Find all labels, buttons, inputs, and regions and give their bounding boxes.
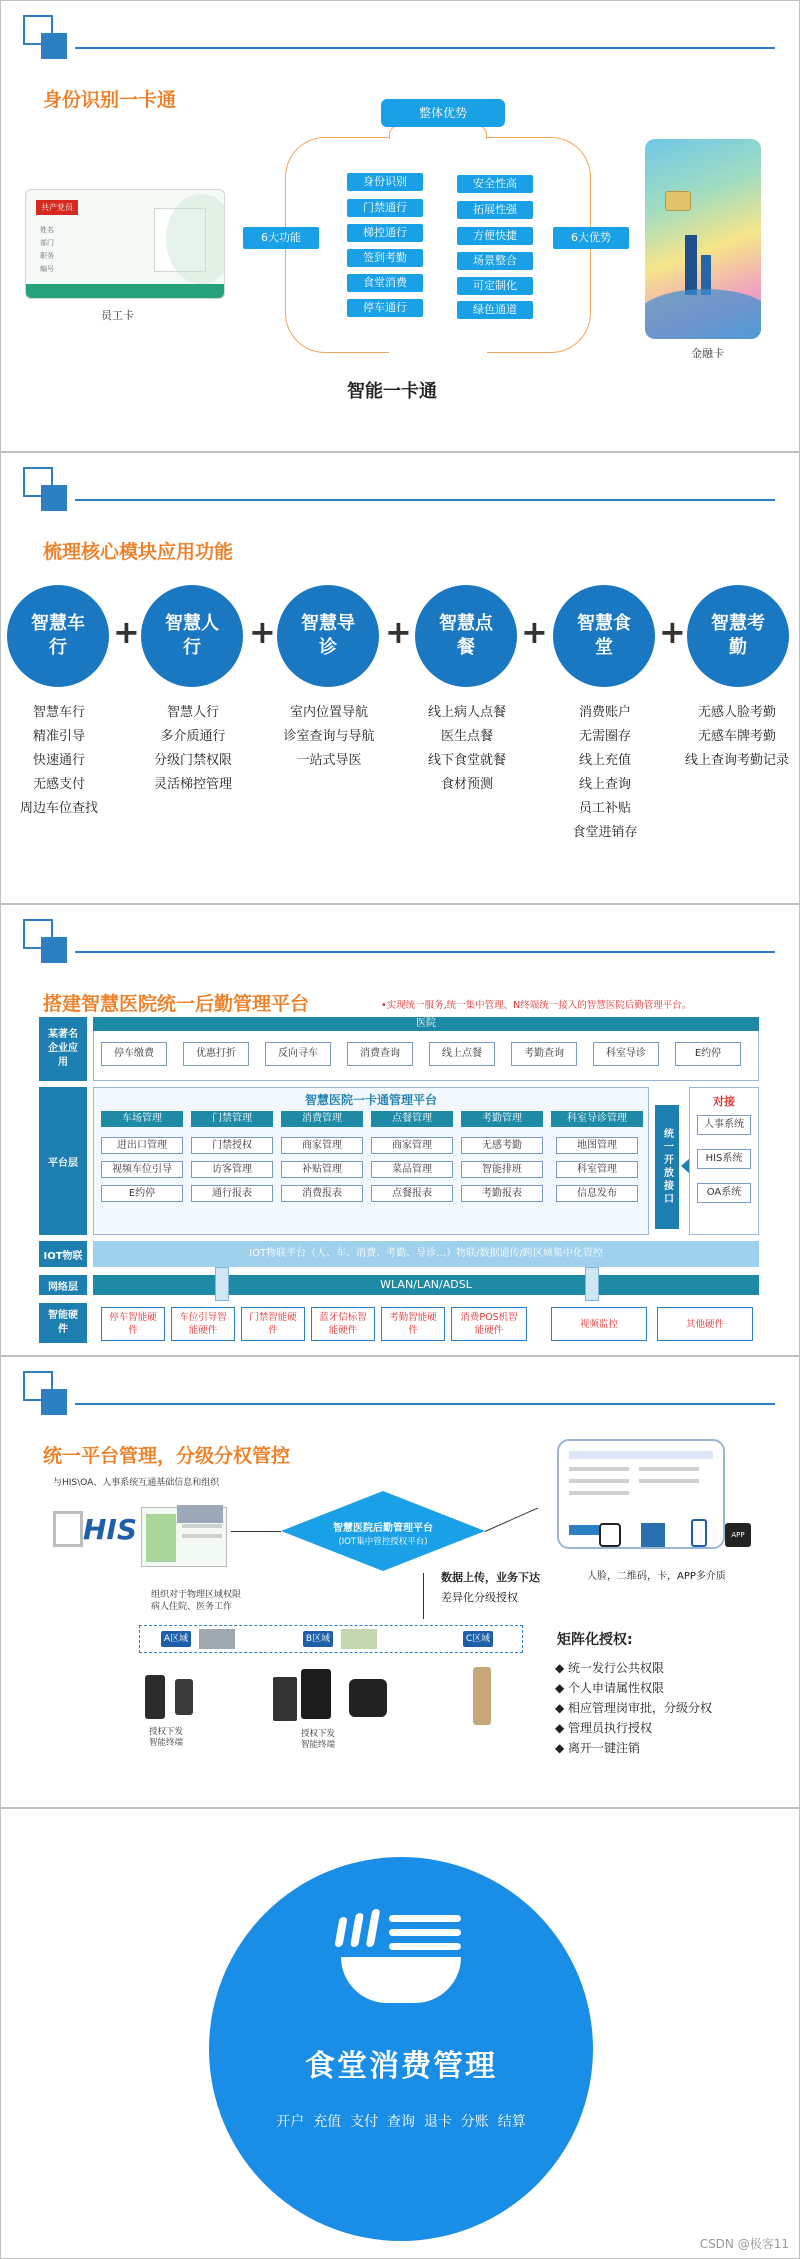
column-head: 车场管理: [101, 1111, 183, 1127]
his-text: HIS: [83, 1513, 138, 1546]
module-features-car: 智慧车行 精准引导 快速通行 无感支付 周边车位查找: [19, 705, 98, 816]
module-features-attendance: 无感人脸考勤 无感车牌考勤 线上查询考勤记录: [684, 705, 789, 768]
column-item: 商家管理: [371, 1137, 453, 1154]
app-item: 反向寻车: [265, 1042, 331, 1066]
platform-header: 智慧医院一卡通管理平台: [304, 1093, 437, 1107]
party-badge: 共产党员: [36, 200, 78, 215]
wave-decoration: [645, 289, 761, 339]
function-item: 签到考勤: [347, 249, 423, 267]
column-item: 消费报表: [281, 1185, 363, 1202]
module-circle-person: 智慧人行: [141, 585, 243, 687]
city-skyline-icon: [685, 235, 697, 295]
column-item: 访客管理: [191, 1161, 273, 1178]
header-line: [75, 1403, 775, 1405]
column-item: 无感考勤: [461, 1137, 543, 1154]
column-head: 考勤管理: [461, 1111, 543, 1127]
column-item: 商家管理: [281, 1137, 363, 1154]
hardware-item: 停车智能硬件: [101, 1307, 165, 1341]
column-item: 视频车位引导: [101, 1161, 183, 1178]
function-item: 门禁通行: [347, 199, 423, 217]
platform-sub: (IOT集中管控授权平台): [338, 1537, 428, 1547]
six-functions-pill: 6大功能: [243, 227, 319, 249]
hospital-header: 医院: [93, 1017, 759, 1031]
module-circle-guide: 智慧导诊: [277, 585, 379, 687]
module-features-person: 智慧人行 多介质通行 分级门禁权限 灵活梯控管理: [153, 705, 232, 792]
hardware-item: 蓝牙信标智能硬件: [311, 1307, 375, 1341]
chip-icon: [665, 191, 691, 211]
app-item: 考勤查询: [511, 1042, 577, 1066]
zone-c: C区域: [463, 1631, 493, 1647]
module-circle-order: 智慧点餐: [415, 585, 517, 687]
iot-label: IOT物联: [39, 1241, 87, 1267]
column-item: 补贴管理: [281, 1161, 363, 1178]
column-item: 科室管理: [556, 1161, 638, 1178]
device-face-terminal: [273, 1677, 297, 1721]
column-item: 智能排班: [461, 1161, 543, 1178]
advantage-item: 场景整合: [457, 252, 533, 270]
matrix-item: ◆ 个人申请属性权限: [555, 1681, 665, 1695]
column-item: 门禁授权: [191, 1137, 273, 1154]
device-terminal: [145, 1675, 165, 1719]
device-reader: [473, 1667, 491, 1725]
corner-decoration: [23, 919, 69, 965]
device-pad: [349, 1679, 387, 1717]
column-item: 考勤报表: [461, 1185, 543, 1202]
overall-advantage-pill: 整体优势: [381, 99, 505, 127]
app-item: 优惠打折: [183, 1042, 249, 1066]
plus-icon: +: [659, 613, 686, 651]
advantage-item: 安全性高: [457, 175, 533, 193]
column-item: 进出口管理: [101, 1137, 183, 1154]
zone-a-photo: [199, 1629, 235, 1649]
column-head: 点餐管理: [371, 1111, 453, 1127]
app-item: E约停: [675, 1042, 741, 1066]
plus-icon: +: [521, 613, 548, 651]
matrix-item: ◆ 统一发行公共权限: [555, 1661, 665, 1675]
column-item: E约停: [101, 1185, 183, 1202]
advantage-item: 可定制化: [457, 277, 533, 295]
module-circle-attendance: 智慧考勤: [687, 585, 789, 687]
network-bar: WLAN/LAN/ADSL: [93, 1275, 759, 1295]
column-item: 点餐报表: [371, 1185, 453, 1202]
slide-note: •实现统一服务,统一集中管理、N终端统一接入的智慧医院后勤管理平台。: [381, 1000, 692, 1011]
photo-thumbnail: [177, 1505, 223, 1523]
diff-text: 差异化分级授权: [441, 1591, 518, 1604]
corner-decoration: [23, 15, 69, 61]
device-keypad: [175, 1679, 193, 1715]
function-item: 梯控通行: [347, 224, 423, 242]
column-head: 科室导诊管理: [551, 1111, 643, 1127]
column-item: 通行报表: [191, 1185, 273, 1202]
plus-icon: +: [249, 613, 276, 651]
slide-title: 统一平台管理，分级分权管控: [43, 1445, 291, 1467]
hardware-item: 门禁智能硬件: [241, 1307, 305, 1341]
card-fields: 姓名 部门 职务 编号: [40, 226, 54, 273]
function-item: 食堂消费: [347, 274, 423, 292]
matrix-item: ◆ 相应管理岗审批，分级分权: [555, 1701, 713, 1715]
hardware-label: 智能硬件: [39, 1303, 87, 1343]
column-head: 门禁管理: [191, 1111, 273, 1127]
plus-icon: +: [385, 613, 412, 651]
phone-icon: [691, 1519, 707, 1547]
column-item: 信息发布: [556, 1185, 638, 1202]
column-head: 消费管理: [281, 1111, 363, 1127]
arrow-line: [485, 1507, 538, 1532]
header-line: [75, 951, 775, 953]
interface-arrow-icon: [681, 1159, 689, 1173]
platform-name: 智慧医院后勤管理平台: [333, 1523, 433, 1534]
media-text: 人脸，二维码，卡，APP多介质: [587, 1571, 726, 1582]
module-features-order: 线上病人点餐 医生点餐 线下食堂就餐 食材预测: [427, 705, 506, 792]
function-item: 停车通行: [347, 299, 423, 317]
bank-card: [645, 139, 761, 339]
zone-a: A区域: [161, 1631, 191, 1647]
slide-core-modules: [0, 452, 800, 904]
slide-subtitle: 与HIS\OA、人事系统互通基础信息和组织: [53, 1478, 220, 1488]
app-item: 科室导诊: [593, 1042, 659, 1066]
dock-item: OA系统: [697, 1183, 751, 1203]
slide-title: 搭建智慧医院统一后勤管理平台: [43, 993, 310, 1015]
six-advantages-pill: 6大优势: [553, 227, 629, 249]
card-green-band: [26, 284, 224, 298]
his-logo: [53, 1509, 137, 1549]
plus-icon: +: [113, 613, 140, 651]
bowl-icon: [337, 1907, 465, 2003]
app-icon: APP: [725, 1523, 751, 1547]
up-down-arrow-icon: [585, 1267, 599, 1301]
open-interface-bar: 统一开放接口: [655, 1105, 679, 1229]
device-face-screen: [301, 1669, 331, 1719]
watermark: CSDN @极客11: [699, 2237, 789, 2251]
hardware-item: 车位引导智能硬件: [171, 1307, 235, 1341]
platform-layer-label: 平台层: [39, 1087, 87, 1235]
bank-card-caption: 金融卡: [691, 347, 724, 360]
app-item: 停车缴费: [101, 1042, 167, 1066]
advantage-item: 方便快捷: [457, 227, 533, 245]
advantage-item: 拓展性强: [457, 201, 533, 219]
org-note: 组织对于物理区域权限 病人住院、医务工作: [151, 1590, 242, 1612]
matrix-item: ◆ 离开一键注销: [555, 1741, 641, 1755]
slide-authorization: [0, 1356, 800, 1808]
slide-title: 梳理核心模块应用功能: [43, 541, 234, 563]
module-features-guide: 室内位置导航 诊室查询与导航 一站式导医: [283, 705, 375, 768]
module-circle-canteen: 智慧食堂: [553, 585, 655, 687]
qr-code-icon: [641, 1523, 665, 1547]
hardware-item: 其他硬件: [657, 1307, 753, 1341]
enterprise-app-label: 某著名企业应用: [39, 1017, 87, 1081]
top-connector: [389, 125, 487, 139]
matrix-item: ◆ 管理员执行授权: [555, 1721, 653, 1735]
hardware-item: 消费POS机智能硬件: [451, 1307, 527, 1341]
slide-platform: [0, 904, 800, 1356]
column-item: 菜品管理: [371, 1161, 453, 1178]
iot-bar: IOT物联平台（人、车、消费、考勤、导诊…）物联/数据通传/跨区域集中化管控: [93, 1241, 759, 1267]
upload-text: 数据上传，业务下达: [441, 1571, 540, 1584]
arrow-line: [231, 1531, 281, 1532]
dock-title: 对接: [713, 1095, 735, 1108]
header-line: [75, 499, 775, 501]
dock-item: 人事系统: [697, 1115, 751, 1135]
hardware-item: 考勤智能硬件: [381, 1307, 445, 1341]
employee-card-caption: 员工卡: [101, 309, 134, 322]
slide-canteen: [0, 1808, 800, 2259]
module-circle-car: 智慧车行: [7, 585, 109, 687]
up-down-arrow-icon: [215, 1267, 229, 1301]
app-item: 线上点餐: [429, 1042, 495, 1066]
corner-decoration: [23, 467, 69, 513]
smart-card-title: 智能一卡通: [347, 381, 437, 402]
slide-title: 身份识别一卡通: [43, 89, 177, 111]
corner-decoration: [23, 1371, 69, 1417]
column-item: 地图管理: [556, 1137, 638, 1154]
network-label: 网络层: [39, 1275, 87, 1295]
zone-b-photo: [341, 1629, 377, 1649]
function-item: 身份识别: [347, 173, 423, 191]
header-line: [75, 47, 775, 49]
employee-card: [25, 189, 225, 299]
vertical-arrow: [423, 1573, 424, 1619]
module-features-canteen: 消费账户 无需圈存 线上充值 线上查询 员工补贴 食堂进销存: [572, 705, 638, 840]
hardware-item: 视频监控: [551, 1307, 647, 1341]
auth-note-left: 授权下发 智能终端: [149, 1727, 184, 1748]
zone-b: B区域: [303, 1631, 333, 1647]
canteen-title: 食堂消费管理: [305, 2049, 497, 2084]
building-icon: [53, 1511, 83, 1547]
canteen-subtitle: 开户 充值 支付 查询 退卡 分账 结算: [276, 2114, 526, 2130]
dock-item: HIS系统: [697, 1149, 751, 1169]
auth-note-center: 授权下发 智能终端: [301, 1729, 336, 1750]
slide-id-card: [0, 0, 800, 452]
advantage-item: 绿色通道: [457, 301, 533, 319]
matrix-title: 矩阵化授权:: [557, 1632, 633, 1648]
face-icon: [599, 1523, 621, 1547]
app-item: 消费查询: [347, 1042, 413, 1066]
